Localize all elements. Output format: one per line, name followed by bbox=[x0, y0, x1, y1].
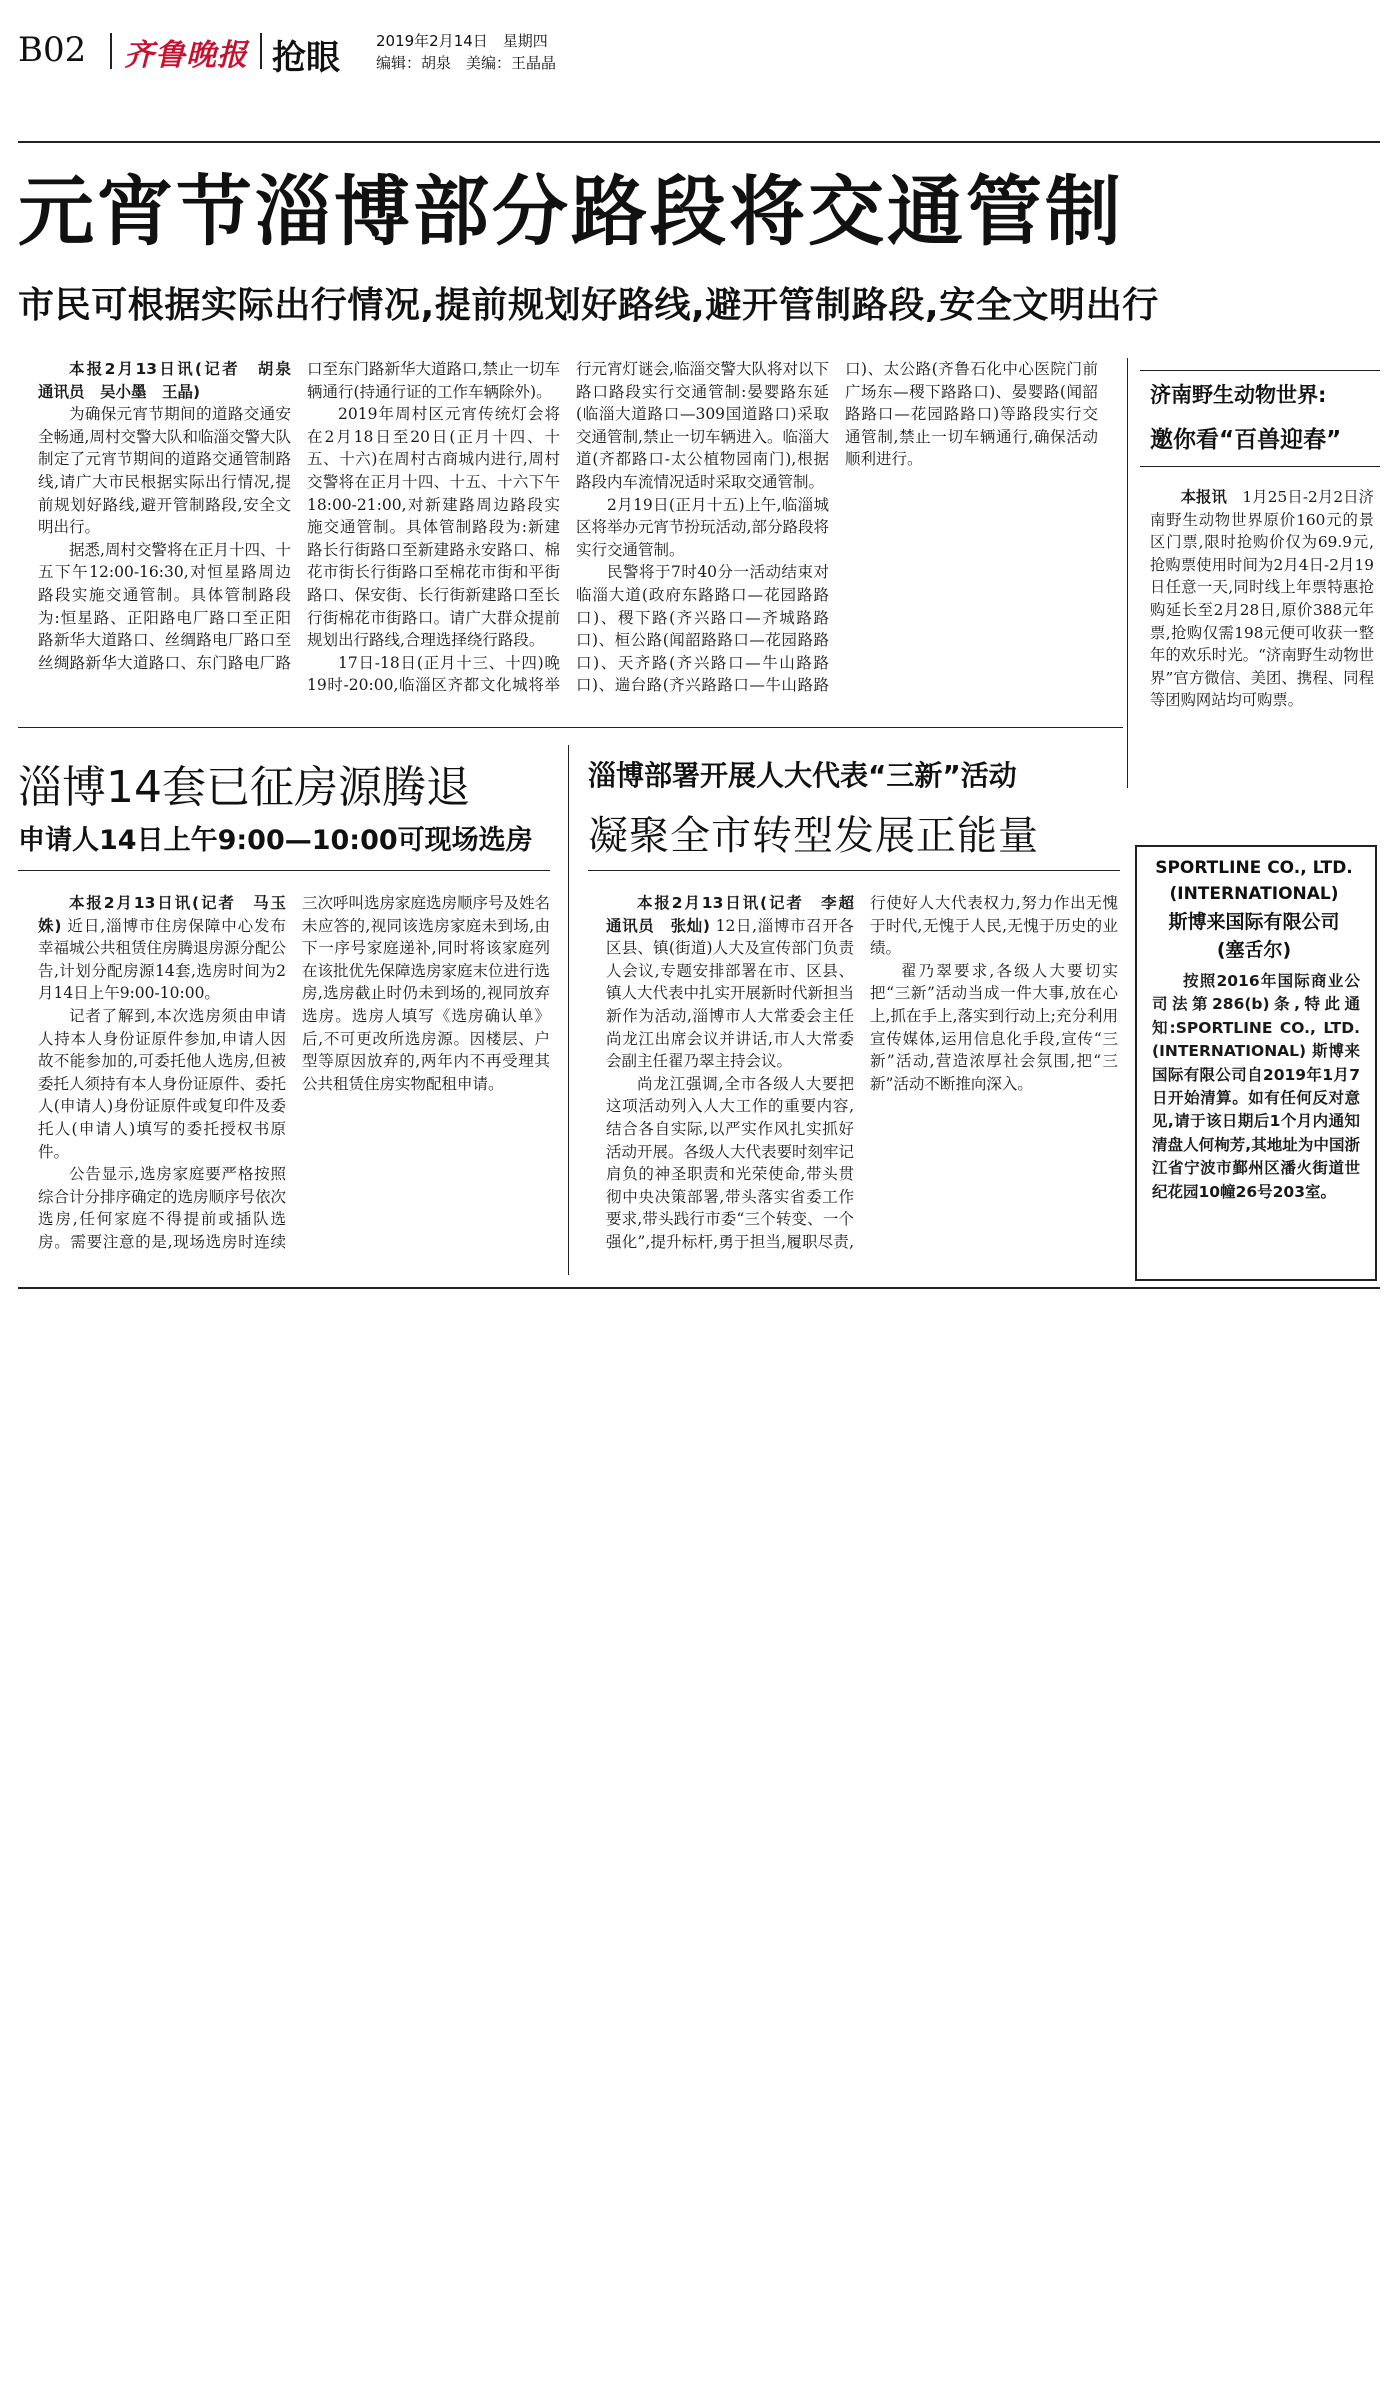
notice-body bbox=[1152, 970, 1360, 1204]
header-divider bbox=[110, 33, 112, 69]
article-paragraph: 按照2016年国际商业公司法第286(b)条,特此通知:SPORTLINE CO., LTD. (INTERNATIONAL) 斯博来国际有限公司自2019年1月7日开始清算。如有任何反对意见,请于该日期后1个月内通知清盘人何栒芳,其地址为中国浙江省宁波市鄞州区潘火街道世纪花园10幢26号203室。 bbox=[1152, 972, 1360, 1201]
header-divider bbox=[260, 33, 262, 69]
paper-logo: 齐鲁晚报 bbox=[124, 38, 248, 73]
lead-article bbox=[38, 358, 1098, 718]
article-text: 1月25日-2月2日济南野生动物世界原价160元的景区门票,限时抢购价仅为69.9元,抢购票使用时间为2月4日-2月19日任意一天,同时线上年票特惠抢购延长至2月28日,原价388元年票,抢购仅需198元便可收获一整年的欢乐时光。“济南野生动物世界”官方微信、美团、携程、同程等团购网站均可购票。 bbox=[1150, 488, 1374, 710]
notice-company-cn: 斯博来国际有限公司 bbox=[1168, 911, 1340, 933]
article-paragraph bbox=[606, 892, 870, 1073]
article-paragraph: 据悉,周村交警将在正月十四、十五下午12:00-16:30,对恒星路周边路段实施交通管制。具体管制路段为:恒星路、正阳路电厂路口至正阳路新华大道路口、丝绸路电厂路口至丝绸路新华大道路口、东门路电厂路口至东门路新华大道路口,禁止一切车辆通行(持通行证的工作车辆除外)。 bbox=[38, 360, 560, 672]
housing-rule bbox=[18, 870, 550, 871]
zoo-headline: 济南野生动物世界: bbox=[1150, 383, 1327, 407]
notice-company-en-suffix: (INTERNATIONAL) bbox=[1169, 884, 1339, 904]
header-rule bbox=[18, 141, 1380, 143]
article-byline: 本报2月13日讯(记者 李超 通讯员 张灿) bbox=[606, 894, 870, 935]
lead-headline: 元宵节淄博部分路段将交通管制 bbox=[18, 167, 1124, 256]
article-paragraph bbox=[38, 892, 286, 1005]
article-paragraph: 翟乃翠要求,各级人大要切实把“三新”活动当成一件大事,放在心上,抓在手上,落实到行动上;充分利用宣传媒体,运用信息化手段,宣传“三新”活动,营造浓厚社会氛围,把“三新”活动不断推向深入。 bbox=[870, 961, 1118, 1093]
zoo-top-rule bbox=[1140, 370, 1380, 371]
lead-bottom-rule bbox=[18, 727, 1123, 728]
congress-article bbox=[606, 892, 1118, 1272]
notice-country: (塞舌尔) bbox=[1216, 939, 1292, 961]
header-editors: 编辑：胡泉 美编：王晶晶 bbox=[376, 54, 557, 72]
article-paragraph bbox=[1150, 486, 1374, 712]
article-paragraph bbox=[38, 358, 307, 403]
housing-headline: 淄博14套已征房源腾退 bbox=[18, 762, 470, 813]
article-paragraph: 尚龙江强调,全市各级人大要把这项活动列入人大工作的重要内容,结合各自实际,以严实作风扎实抓好活动开展。各级人大代表要时刻牢记肩负的神圣职责和光荣使命,带头贯彻中央决策部署,带头落实省委工作要求,带头践行市委“三个转变、一个强化”,提升标杆,勇于担当,履职尽责,行使好人大代表权力,努力作出无愧于时代,无愧于人民,无愧于历史的业绩。 bbox=[606, 894, 1118, 1251]
housing-article bbox=[38, 892, 550, 1272]
article-text: 近日,淄博市住房保障中心发布幸福城公共租赁住房腾退房源分配公告,计划分配房源14套,选房时间为2月14日上午9:00-10:00。 bbox=[38, 916, 287, 1003]
article-text: 12日,淄博市召开各区县、镇(街道)人大及宣传部门负责人会议,专题安排部署在市、区县、镇人大代表中扎实开展新时代新担当新作为活动,淄博市人大常委会主任尚龙江出席会议并讲话,市人大常委会副主任翟乃翠主持会议。 bbox=[606, 916, 855, 1071]
article-byline: 本报2月13日讯(记者 马玉姝) bbox=[38, 894, 286, 935]
article-byline: 本报2月13日讯(记者 胡泉 通讯员 吴小墨 王晶) bbox=[38, 360, 307, 401]
sidebar-divider bbox=[1127, 358, 1128, 788]
article-paragraph: 2月19日(正月十五)上午,临淄城区将举办元宵节扮玩活动,部分路段将实行交通管制。 bbox=[576, 495, 829, 559]
article-paragraph: 2019年周村区元宵传统灯会将在2月18日至20日(正月十四、十五、十六)在周村古商城内进行,周村交警将在正月十四、十五、十六下午18:00-21:00,对新建路周边路段实施交通管制。具体管制路段为:新建路长行街路口至新建路永安路口、棉花市街长行街路口至棉花市街和平街路口、保安街、长行街新建路口至长行街棉花市街路口。请广大群众提前规划出行路线,合理选择绕行路段。 bbox=[307, 405, 560, 650]
article-paragraph: 记者了解到,本次选房须由申请人持本人身份证原件参加,申请人因故不能参加的,可委托他人选房,但被委托人须持有本人身份证原件、委托人(申请人)身份证原件或复印件及委托人(申请人)填写的委托授权书原件。 bbox=[38, 1006, 287, 1161]
header-date: 2019年2月14日 星期四 bbox=[376, 32, 548, 50]
article-paragraph: 民警将于7时40分一活动结束对临淄大道(政府东路路口—花园路路口)、稷下路(齐兴路口—齐城路路口)、桓公路(闻韶路路口—花园路路口)、天齐路(齐兴路口—牛山路路口)、遄台路(齐兴路路口—牛山路路口)、太公路(齐鲁石化中心医院门前广场东—稷下路路口)、晏婴路(闻韶路路口—花园路路口)等路段实行交通管制,禁止一切车辆通行,确保活动顺利进行。 bbox=[576, 360, 1098, 695]
section-name: 抢眼 bbox=[272, 38, 340, 78]
column-divider bbox=[568, 745, 569, 1275]
lead-subhead: 市民可根据实际出行情况,提前规划好路线,避开管制路段,安全文明出行 bbox=[18, 285, 1159, 326]
bottom-rule bbox=[18, 1287, 1380, 1289]
zoo-article bbox=[1150, 486, 1374, 712]
congress-subhead: 凝聚全市转型发展正能量 bbox=[588, 813, 1039, 859]
page-number: B02 bbox=[18, 30, 87, 70]
zoo-subheadline: 邀你看“百兽迎春” bbox=[1150, 427, 1342, 453]
notice-company-en: SPORTLINE CO., LTD. bbox=[1155, 858, 1353, 878]
housing-subhead: 申请人14日上午9:00—10:00可现场选房 bbox=[18, 825, 533, 856]
article-byline: 本报讯 bbox=[1180, 488, 1227, 506]
congress-headline: 淄博部署开展人大代表“三新”活动 bbox=[588, 759, 1017, 792]
article-paragraph: 17日-18日(正月十三、十四)晚19时-20:00,临淄区齐都文化城将举行元宵灯谜会,临淄交警大队将对以下路口路段实行交通管制:晏婴路东延(临淄大道路口—309国道路口)采取交通管制,禁止一切车辆进入。临淄大道(齐都路口-太公植物园南门),根据路段内车流情况适时采取交通管制。 bbox=[307, 360, 829, 695]
article-paragraph: 公告显示,选房家庭要严格按照综合计分排序确定的选房顺序号依次选房,任何家庭不得提前或插队选房。需要注意的是,现场选房时连续三次呼叫选房家庭选房顺序号及姓名未应答的,视同该选房家庭未到场,由下一序号家庭递补,同时将该家庭列在该批优先保障选房家庭末位进行选房,选房截止时仍未到场的,视同放弃选房。选房人填写《选房确认单》后,不可更改所选房源。因楼层、户型等原因放弃的,两年内不再受理其公共租赁住房实物配租申请。 bbox=[38, 894, 551, 1251]
zoo-rule bbox=[1140, 466, 1380, 467]
article-paragraph: 为确保元宵节期间的道路交通安全畅通,周村交警大队和临淄交警大队制定了元宵节期间的道路交通管制路线,请广大市民根据实际出行情况,提前规划好路线,避开管制路段,安全文明出行。 bbox=[38, 405, 291, 537]
congress-rule bbox=[588, 870, 1120, 871]
